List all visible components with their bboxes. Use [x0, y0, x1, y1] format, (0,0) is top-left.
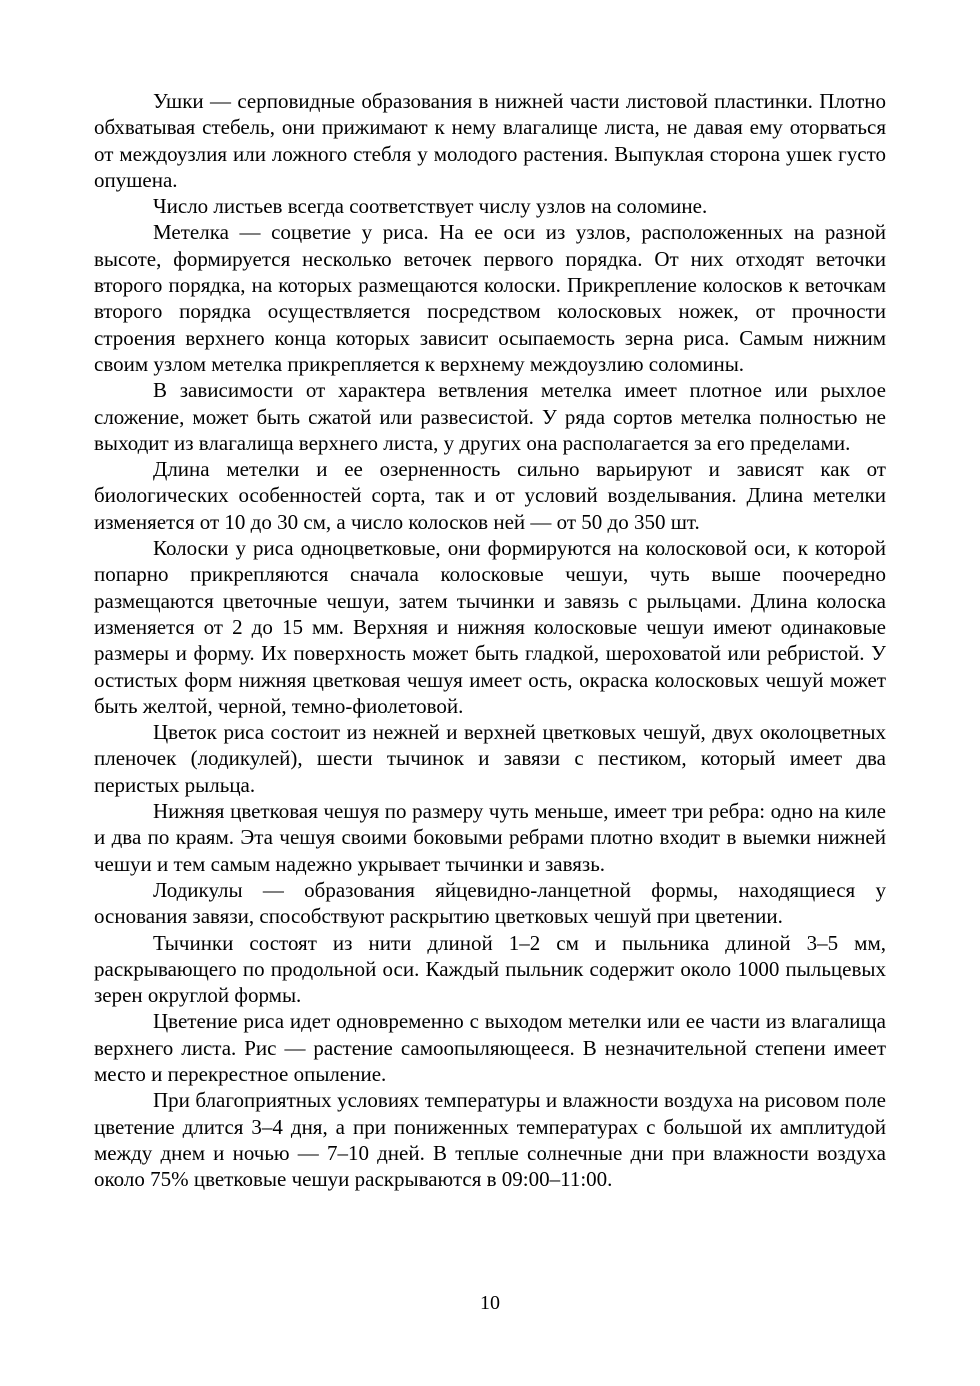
paragraph-spikelets: Колоски у риса одноцветковые, они формируются на колосковой оси, к которой попарно прикрепляются сначала колосковые чешуи, чуть выше поочередно размещаются цветочные чешуи, затем тычинки и завязь с рыльцами. Длина колоска изменяется от 2 до 15 мм. Верхняя и нижняя колосковые чешуи имеют одинаковые размеры и форму. Их поверхность может быть гладкой, шероховатой или ребристой. У остистых форм нижняя цветковая чешуя имеет ость, окраска колосковых чешуй может быть желтой, черной, темно-фиолетовой. [94, 536, 886, 718]
paragraph-lodicules: Лодикулы — образования яйцевидно-ланцетной формы, находящиеся у основания завязи, способствуют раскрытию цветковых чешуй при цветении. [94, 877, 886, 929]
paragraph-ushki: Ушки — серповидные образования в нижней части листовой пластинки. Плотно обхватывая стебель, они прижимают к нему влагалище листа, не давая ему оторваться от междоузлия или ложного стебля у молодого растения. Выпуклая сторона ушек густо опушена. [94, 89, 886, 192]
page-number: 10 [480, 1292, 500, 1314]
paragraph-stamens: Тычинки состоят из нити длиной 1–2 см и пыльника длиной 3–5 мм, раскрывающего по продольной оси. Каждый пыльник содержит около 1000 пыльцевых зерен округлой формы. [94, 930, 886, 1008]
paragraph-flower: Цветок риса состоит из нежней и верхней цветковых чешуй, двух околоцветных пленочек (лодикулей), шести тычинок и завязи с пестиком, который имеет два перистых рыльца. [94, 720, 886, 797]
paragraph-leaf-count: Число листьев всегда соответствует числу узлов на соломине. [153, 194, 708, 219]
page-body [94, 88, 886, 1192]
paragraph-panicle: Метелка — соцветие у риса. На ее оси из узлов, расположенных на разной высоте, формируется несколько веточек первого порядка. От них отходят веточки второго порядка, на которых размещаются колоски. Прикрепление колосков к веточкам второго порядка осуществляется посредством колосковых ножек, от прочности строения верхнего конца которых зависит осыпаемость зерна риса. Самым нижним своим узлом метелка прикрепляется к верхнему междоузлию соломины. [94, 220, 886, 376]
paragraph-conditions: При благоприятных условиях температуры и влажности воздуха на рисовом поле цветение длится 3–4 дня, а при пониженных температурах с большой их амплитудой между днем и ночью — 7–10 дней. В теплые солнечные дни при влажности воздуха около 75% цветковые чешуи раскрываются в 09:00–11:00. [94, 1088, 886, 1192]
paragraph-lower-glume: Нижняя цветковая чешуя по размеру чуть меньше, имеет три ребра: одно на киле и два по краям. Эта чешуя своими боковыми ребрами плотно входит в выемки нижней чешуи и тем самым надежно укрывает тычинки и завязь. [94, 799, 886, 876]
paragraph-flowering: Цветение риса идет одновременно с выходом метелки или ее части из влагалища верхнего листа. Рис — растение самоопыляющееся. В незначительной степени имеет место и перекрестное опыление. [94, 1009, 886, 1086]
paragraph-panicle-length: Длина метелки и ее озерненность сильно варьируют и зависят как от биологических особенностей сорта, так и от условий возделывания. Длина метелки изменяется от 10 до 30 см, а число колосков ней — от 50 до 350 шт. [94, 457, 886, 534]
paragraph-branching: В зависимости от характера ветвления метелка имеет плотное или рыхлое сложение, может быть сжатой или развесистой. У ряда сортов метелка полностью не выходит из влагалища верхнего листа, у других она располагается за его пределами. [94, 378, 886, 455]
